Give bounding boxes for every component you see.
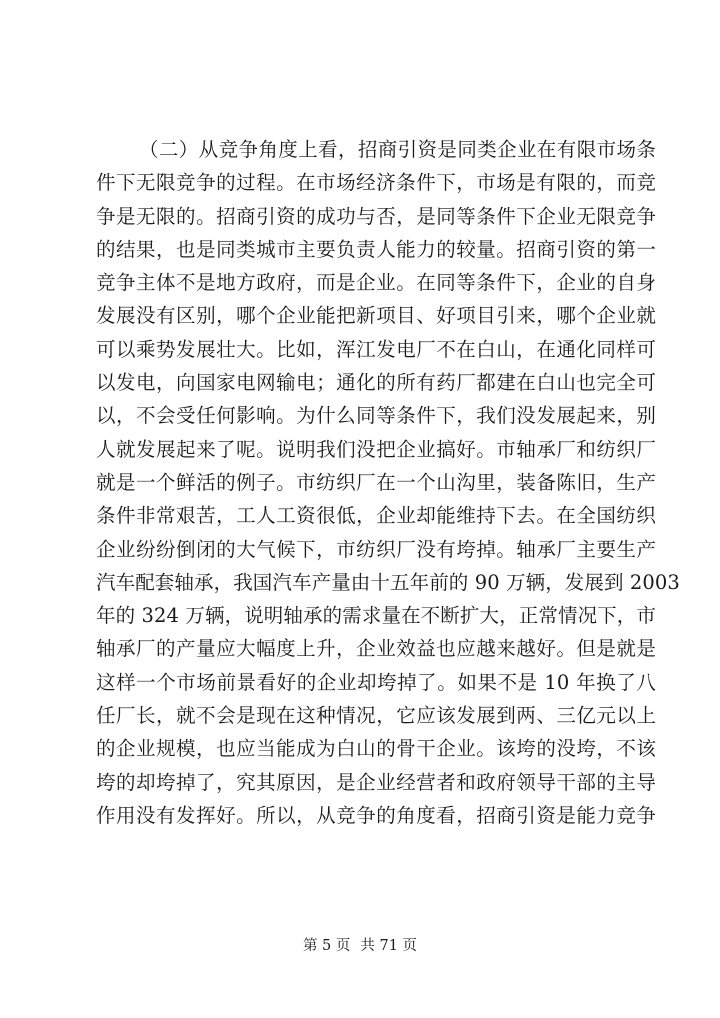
body-paragraph: [96, 133, 680, 832]
paragraph-line: 的企业规模，也应当能成为白山的骨干企业。该垮的没垮，不该: [96, 737, 656, 761]
paragraph-line: 这样一个市场前景看好的企业却垮掉了。如果不是 10 年换了八: [96, 670, 656, 694]
paragraph-line: 可以乘势发展壮大。比如，浑江发电厂不在白山，在通化同样可: [96, 337, 656, 361]
paragraph-line: （二）从竞争角度上看，招商引资是同类企业在有限市场条: [139, 138, 656, 161]
paragraph-line: 就是一个鲜活的例子。市纺织厂在一个山沟里，装备陈旧，生产: [96, 470, 656, 494]
paragraph-line: 作用没有发挥好。所以，从竞争的角度看，招商引资是能力竞争: [96, 803, 656, 827]
paragraph-line: 发展没有区别，哪个企业能把新项目、好项目引来，哪个企业就: [96, 304, 656, 328]
paragraph-line: 件下无限竞争的过程。在市场经济条件下，市场是有限的，而竞: [96, 171, 656, 195]
paragraph-line: 垮的却垮掉了，究其原因，是企业经营者和政府领导干部的主导: [96, 770, 656, 794]
paragraph-line: 任厂长，就不会是现在这种情况，它应该发展到两、三亿元以上: [96, 704, 656, 728]
paragraph-line: 轴承厂的产量应大幅度上升，企业效益也应越来越好。但是就是: [96, 637, 656, 661]
paragraph-line: 争是无限的。招商引资的成功与否，是同等条件下企业无限竞争: [96, 204, 656, 228]
page-number: 第 5 页: [302, 938, 351, 954]
paragraph-line: 条件非常艰苦，工人工资很低，企业却能维持下去。在全国纺织: [96, 504, 656, 528]
page-footer: [0, 934, 720, 955]
paragraph-line: 以，不会受任何影响。为什么同等条件下，我们没发展起来，别: [96, 404, 656, 428]
paragraph-line: 汽车配套轴承，我国汽车产量由十五年前的 90 万辆，发展到 2003: [96, 570, 680, 594]
paragraph-line: 竞争主体不是地方政府，而是企业。在同等条件下，企业的自身: [96, 271, 656, 295]
paragraph-line: 企业纷纷倒闭的大气候下，市纺织厂没有垮掉。轴承厂主要生产: [96, 537, 656, 561]
paragraph-line: 年的 324 万辆，说明轴承的需求量在不断扩大，正常情况下，市: [96, 604, 656, 628]
paragraph-line: 人就发展起来了呢。说明我们没把企业搞好。市轴承厂和纺织厂: [96, 437, 656, 461]
paragraph-line: 以发电，向国家电网输电；通化的所有药厂都建在白山也完全可: [96, 371, 656, 395]
page-total: 共 71 页: [360, 938, 418, 954]
paragraph-line: 的结果，也是同类城市主要负责人能力的较量。招商引资的第一: [96, 237, 656, 261]
